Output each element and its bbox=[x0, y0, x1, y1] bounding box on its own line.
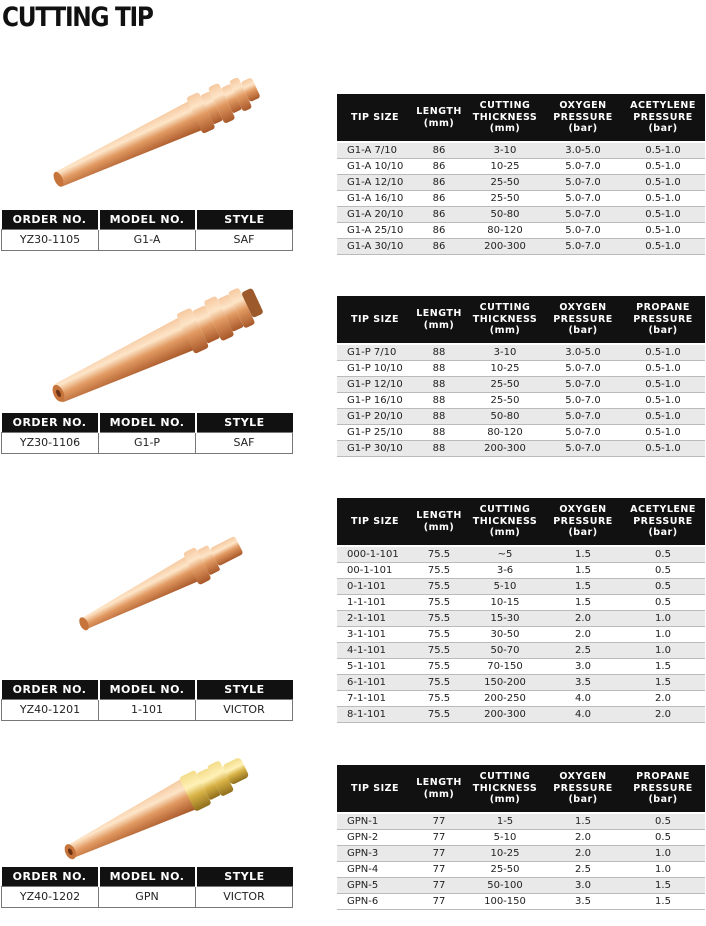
table-cell: 75.5 bbox=[413, 659, 465, 675]
table-cell: 86 bbox=[413, 159, 465, 175]
table-row bbox=[337, 595, 705, 611]
table-cell: 0.5-1.0 bbox=[621, 441, 705, 457]
table-cell: 2.0 bbox=[545, 611, 621, 627]
1-101-tip-image bbox=[66, 532, 266, 632]
table-cell: 5.0-7.0 bbox=[545, 441, 621, 457]
table-cell: G1-A 30/10 bbox=[337, 239, 413, 255]
table-cell: 5.0-7.0 bbox=[545, 191, 621, 207]
table-row bbox=[337, 377, 705, 393]
table-cell: 0.5 bbox=[621, 595, 705, 611]
table-cell: GPN-2 bbox=[337, 830, 413, 846]
order-no-value: YZ30-1105 bbox=[2, 229, 99, 250]
style-value: SAF bbox=[196, 432, 293, 453]
table-cell: 77 bbox=[413, 878, 465, 894]
table-cell: 00-1-101 bbox=[337, 563, 413, 579]
table-cell: 2.5 bbox=[545, 643, 621, 659]
spec-header: OXYGEN PRESSURE (bar) bbox=[545, 765, 621, 813]
order-no-header: ORDER NO. bbox=[2, 210, 99, 229]
table-cell: 0.5-1.0 bbox=[621, 409, 705, 425]
order-table-g1-p bbox=[1, 413, 293, 454]
table-cell: 0.5 bbox=[621, 579, 705, 595]
table-row bbox=[337, 239, 705, 255]
table-cell: 50-70 bbox=[465, 643, 545, 659]
table-cell: 4-1-101 bbox=[337, 643, 413, 659]
table-cell: 1.5 bbox=[545, 813, 621, 830]
model-no-header: MODEL NO. bbox=[99, 867, 196, 886]
table-cell: 77 bbox=[413, 813, 465, 830]
table-row bbox=[337, 425, 705, 441]
table-cell: GPN-6 bbox=[337, 894, 413, 910]
table-cell: 25-50 bbox=[465, 862, 545, 878]
table-cell: 88 bbox=[413, 441, 465, 457]
table-cell: 5.0-7.0 bbox=[545, 393, 621, 409]
model-no-value: 1-101 bbox=[99, 699, 196, 720]
style-value: SAF bbox=[196, 229, 293, 250]
table-cell: 200-250 bbox=[465, 691, 545, 707]
table-cell: 200-300 bbox=[465, 239, 545, 255]
table-cell: 0.5-1.0 bbox=[621, 207, 705, 223]
table-cell: 1.0 bbox=[621, 846, 705, 862]
style-value: VICTOR bbox=[196, 886, 293, 907]
table-cell: 3-6 bbox=[465, 563, 545, 579]
table-cell: 5.0-7.0 bbox=[545, 159, 621, 175]
table-cell: 0.5 bbox=[621, 563, 705, 579]
table-cell: 0.5 bbox=[621, 813, 705, 830]
table-cell: 2-1-101 bbox=[337, 611, 413, 627]
spec-table-gpn bbox=[337, 765, 705, 910]
table-cell: 5.0-7.0 bbox=[545, 223, 621, 239]
order-table-gpn bbox=[1, 867, 293, 908]
table-cell: 3-10 bbox=[465, 344, 545, 361]
order-no-value: YZ40-1202 bbox=[2, 886, 99, 907]
table-cell: 5.0-7.0 bbox=[545, 425, 621, 441]
table-cell: 3.0-5.0 bbox=[545, 344, 621, 361]
table-cell: 2.5 bbox=[545, 862, 621, 878]
table-cell: 6-1-101 bbox=[337, 675, 413, 691]
table-cell: 0-1-101 bbox=[337, 579, 413, 595]
table-row bbox=[337, 344, 705, 361]
table-cell: 1-1-101 bbox=[337, 595, 413, 611]
table-cell: G1-A 20/10 bbox=[337, 207, 413, 223]
table-cell: 1-5 bbox=[465, 813, 545, 830]
table-row bbox=[337, 878, 705, 894]
table-row bbox=[337, 175, 705, 191]
order-no-header: ORDER NO. bbox=[2, 680, 99, 699]
table-cell: GPN-1 bbox=[337, 813, 413, 830]
table-cell: 5.0-7.0 bbox=[545, 239, 621, 255]
spec-table-g1-p bbox=[337, 296, 705, 457]
table-cell: 75.5 bbox=[413, 579, 465, 595]
table-cell: 0.5 bbox=[621, 830, 705, 846]
table-cell: 25-50 bbox=[465, 377, 545, 393]
spec-header: TIP SIZE bbox=[337, 498, 413, 546]
table-cell: 3-10 bbox=[465, 142, 545, 159]
table-cell: G1-P 16/10 bbox=[337, 393, 413, 409]
table-cell: 0.5-1.0 bbox=[621, 175, 705, 191]
table-cell: 86 bbox=[413, 239, 465, 255]
table-cell: 1.5 bbox=[545, 579, 621, 595]
table-cell: G1-P 10/10 bbox=[337, 361, 413, 377]
table-cell: 5-10 bbox=[465, 579, 545, 595]
table-row bbox=[337, 643, 705, 659]
table-cell: 3.5 bbox=[545, 894, 621, 910]
spec-header: CUTTING THICKNESS (mm) bbox=[465, 296, 545, 344]
table-cell: G1-P 20/10 bbox=[337, 409, 413, 425]
table-cell: 77 bbox=[413, 862, 465, 878]
table-cell: 5.0-7.0 bbox=[545, 377, 621, 393]
table-cell: 77 bbox=[413, 894, 465, 910]
table-cell: 50-100 bbox=[465, 878, 545, 894]
table-cell: 10-25 bbox=[465, 361, 545, 377]
table-cell: 5.0-7.0 bbox=[545, 207, 621, 223]
table-cell: 3.5 bbox=[545, 675, 621, 691]
table-cell: 86 bbox=[413, 191, 465, 207]
table-cell: 0.5-1.0 bbox=[621, 191, 705, 207]
table-cell: 50-80 bbox=[465, 207, 545, 223]
table-cell: 75.5 bbox=[413, 611, 465, 627]
spec-header: OXYGEN PRESSURE (bar) bbox=[545, 498, 621, 546]
table-cell: 86 bbox=[413, 175, 465, 191]
g1-p-tip-image bbox=[40, 286, 280, 406]
table-cell: G1-P 12/10 bbox=[337, 377, 413, 393]
table-cell: 1.5 bbox=[621, 878, 705, 894]
table-row bbox=[337, 846, 705, 862]
table-cell: G1-P 30/10 bbox=[337, 441, 413, 457]
table-row bbox=[337, 546, 705, 563]
model-no-value: G1-P bbox=[99, 432, 196, 453]
table-cell: G1-A 10/10 bbox=[337, 159, 413, 175]
table-cell: 25-50 bbox=[465, 393, 545, 409]
table-row bbox=[337, 691, 705, 707]
table-cell: 1.0 bbox=[621, 611, 705, 627]
order-table-1-101 bbox=[1, 680, 293, 721]
table-row bbox=[337, 207, 705, 223]
table-cell: 0.5-1.0 bbox=[621, 159, 705, 175]
table-cell: 75.5 bbox=[413, 546, 465, 563]
table-cell: G1-A 12/10 bbox=[337, 175, 413, 191]
table-cell: 5-10 bbox=[465, 830, 545, 846]
table-cell: 5.0-7.0 bbox=[545, 409, 621, 425]
table-row bbox=[337, 659, 705, 675]
g1-a-tip-image bbox=[40, 72, 280, 192]
table-row bbox=[337, 393, 705, 409]
table-cell: 1.5 bbox=[621, 659, 705, 675]
model-no-header: MODEL NO. bbox=[99, 413, 196, 432]
table-cell: 86 bbox=[413, 223, 465, 239]
table-cell: 0.5 bbox=[621, 546, 705, 563]
table-cell: 4.0 bbox=[545, 691, 621, 707]
table-row bbox=[337, 627, 705, 643]
spec-header: PROPANE PRESSURE (bar) bbox=[621, 765, 705, 813]
style-header: STYLE bbox=[196, 680, 293, 699]
table-row bbox=[337, 159, 705, 175]
table-cell: 10-25 bbox=[465, 846, 545, 862]
table-cell: 5.0-7.0 bbox=[545, 361, 621, 377]
table-cell: 0.5-1.0 bbox=[621, 425, 705, 441]
table-cell: 200-300 bbox=[465, 707, 545, 723]
table-cell: 2.0 bbox=[545, 830, 621, 846]
table-row bbox=[337, 223, 705, 239]
table-row bbox=[337, 191, 705, 207]
style-header: STYLE bbox=[196, 413, 293, 432]
table-cell: 2.0 bbox=[545, 627, 621, 643]
spec-header: LENGTH (mm) bbox=[413, 296, 465, 344]
table-cell: 0.5-1.0 bbox=[621, 361, 705, 377]
table-row bbox=[337, 361, 705, 377]
spec-header: CUTTING THICKNESS (mm) bbox=[465, 498, 545, 546]
spec-header: CUTTING THICKNESS (mm) bbox=[465, 765, 545, 813]
spec-header: LENGTH (mm) bbox=[413, 765, 465, 813]
table-cell: 2.0 bbox=[545, 846, 621, 862]
spec-header: ACETYLENE PRESSURE (bar) bbox=[621, 498, 705, 546]
table-cell: 5-1-101 bbox=[337, 659, 413, 675]
table-cell: 3.0 bbox=[545, 878, 621, 894]
style-header: STYLE bbox=[196, 210, 293, 229]
table-row bbox=[337, 707, 705, 723]
gpn-tip-image bbox=[52, 752, 272, 862]
table-cell: 30-50 bbox=[465, 627, 545, 643]
table-cell: 75.5 bbox=[413, 691, 465, 707]
table-row bbox=[337, 830, 705, 846]
table-row bbox=[337, 142, 705, 159]
table-cell: 75.5 bbox=[413, 643, 465, 659]
table-cell: 10-15 bbox=[465, 595, 545, 611]
order-table-g1-a bbox=[1, 210, 293, 251]
spec-header: CUTTING THICKNESS (mm) bbox=[465, 94, 545, 142]
table-cell: 3.0 bbox=[545, 659, 621, 675]
table-cell: 86 bbox=[413, 142, 465, 159]
table-cell: 1.5 bbox=[545, 563, 621, 579]
table-cell: 75.5 bbox=[413, 595, 465, 611]
style-header: STYLE bbox=[196, 867, 293, 886]
spec-header: TIP SIZE bbox=[337, 94, 413, 142]
table-row bbox=[337, 813, 705, 830]
table-cell: 80-120 bbox=[465, 223, 545, 239]
table-cell: 8-1-101 bbox=[337, 707, 413, 723]
table-cell: GPN-3 bbox=[337, 846, 413, 862]
table-row bbox=[337, 409, 705, 425]
table-cell: 200-300 bbox=[465, 441, 545, 457]
table-cell: 150-200 bbox=[465, 675, 545, 691]
table-cell: 1.5 bbox=[621, 894, 705, 910]
spec-header: OXYGEN PRESSURE (bar) bbox=[545, 296, 621, 344]
table-cell: 88 bbox=[413, 377, 465, 393]
table-cell: 1.0 bbox=[621, 862, 705, 878]
table-cell: 3.0-5.0 bbox=[545, 142, 621, 159]
table-cell: 0.5-1.0 bbox=[621, 142, 705, 159]
table-cell: 88 bbox=[413, 344, 465, 361]
table-cell: G1-A 7/10 bbox=[337, 142, 413, 159]
table-cell: 2.0 bbox=[621, 707, 705, 723]
table-cell: 3-1-101 bbox=[337, 627, 413, 643]
table-cell: 10-25 bbox=[465, 159, 545, 175]
spec-header: TIP SIZE bbox=[337, 765, 413, 813]
table-cell: 5.0-7.0 bbox=[545, 175, 621, 191]
table-row bbox=[337, 611, 705, 627]
spec-table-1-101 bbox=[337, 498, 705, 723]
table-cell: G1-A 25/10 bbox=[337, 223, 413, 239]
table-cell: 1.5 bbox=[545, 595, 621, 611]
table-cell: 0.5-1.0 bbox=[621, 344, 705, 361]
table-cell: 75.5 bbox=[413, 675, 465, 691]
table-cell: 15-30 bbox=[465, 611, 545, 627]
table-cell: 100-150 bbox=[465, 894, 545, 910]
table-cell: 2.0 bbox=[621, 691, 705, 707]
spec-header: LENGTH (mm) bbox=[413, 94, 465, 142]
table-cell: 86 bbox=[413, 207, 465, 223]
table-cell: 0.5-1.0 bbox=[621, 239, 705, 255]
table-cell: 88 bbox=[413, 409, 465, 425]
table-row bbox=[337, 675, 705, 691]
table-cell: 25-50 bbox=[465, 191, 545, 207]
model-no-header: MODEL NO. bbox=[99, 680, 196, 699]
table-cell: 1.0 bbox=[621, 627, 705, 643]
table-row bbox=[337, 563, 705, 579]
model-no-value: G1-A bbox=[99, 229, 196, 250]
table-row bbox=[337, 894, 705, 910]
table-cell: 70-150 bbox=[465, 659, 545, 675]
table-cell: 7-1-101 bbox=[337, 691, 413, 707]
table-cell: 0.5-1.0 bbox=[621, 377, 705, 393]
order-no-value: YZ40-1201 bbox=[2, 699, 99, 720]
table-cell: ~5 bbox=[465, 546, 545, 563]
table-cell: 80-120 bbox=[465, 425, 545, 441]
table-cell: 88 bbox=[413, 425, 465, 441]
model-no-header: MODEL NO. bbox=[99, 210, 196, 229]
table-cell: 75.5 bbox=[413, 627, 465, 643]
table-cell: GPN-5 bbox=[337, 878, 413, 894]
table-row bbox=[337, 579, 705, 595]
table-cell: 1.0 bbox=[621, 643, 705, 659]
table-cell: 75.5 bbox=[413, 563, 465, 579]
table-cell: 4.0 bbox=[545, 707, 621, 723]
table-cell: G1-P 25/10 bbox=[337, 425, 413, 441]
spec-table-g1-a bbox=[337, 94, 705, 255]
table-cell: 000-1-101 bbox=[337, 546, 413, 563]
table-cell: 75.5 bbox=[413, 707, 465, 723]
table-row bbox=[337, 862, 705, 878]
spec-header: OXYGEN PRESSURE (bar) bbox=[545, 94, 621, 142]
table-cell: 88 bbox=[413, 361, 465, 377]
table-cell: GPN-4 bbox=[337, 862, 413, 878]
table-cell: 0.5-1.0 bbox=[621, 393, 705, 409]
order-no-value: YZ30-1106 bbox=[2, 432, 99, 453]
spec-header: TIP SIZE bbox=[337, 296, 413, 344]
style-value: VICTOR bbox=[196, 699, 293, 720]
table-cell: 0.5-1.0 bbox=[621, 223, 705, 239]
table-cell: G1-P 7/10 bbox=[337, 344, 413, 361]
table-cell: 1.5 bbox=[545, 546, 621, 563]
spec-header: ACETYLENE PRESSURE (bar) bbox=[621, 94, 705, 142]
table-cell: G1-A 16/10 bbox=[337, 191, 413, 207]
table-cell: 88 bbox=[413, 393, 465, 409]
order-no-header: ORDER NO. bbox=[2, 867, 99, 886]
spec-header: LENGTH (mm) bbox=[413, 498, 465, 546]
order-no-header: ORDER NO. bbox=[2, 413, 99, 432]
spec-header: PROPANE PRESSURE (bar) bbox=[621, 296, 705, 344]
model-no-value: GPN bbox=[99, 886, 196, 907]
table-cell: 1.5 bbox=[621, 675, 705, 691]
table-cell: 50-80 bbox=[465, 409, 545, 425]
table-cell: 77 bbox=[413, 830, 465, 846]
table-row bbox=[337, 441, 705, 457]
table-cell: 25-50 bbox=[465, 175, 545, 191]
page-title: CUTTING TIP bbox=[2, 2, 153, 33]
table-cell: 77 bbox=[413, 846, 465, 862]
